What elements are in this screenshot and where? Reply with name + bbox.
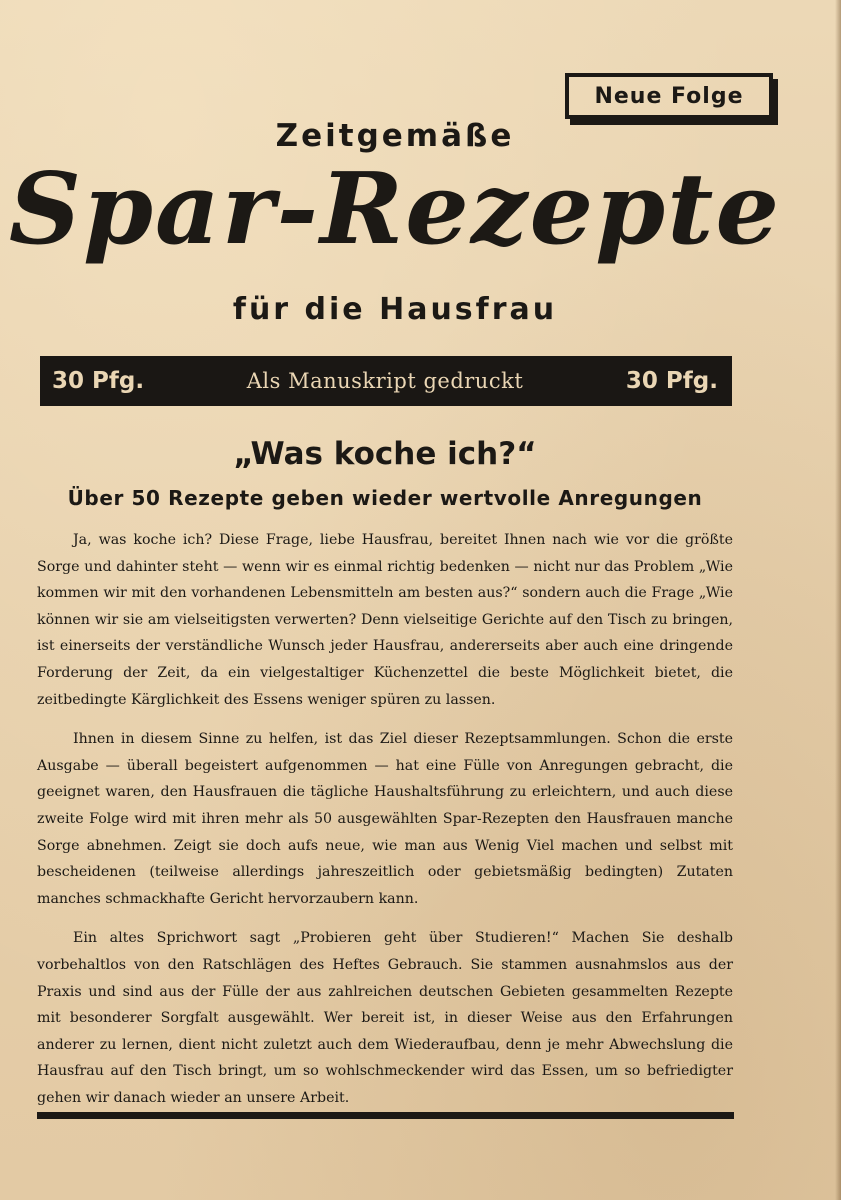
- article-subhead: Über 50 Rezepte geben wieder wertvolle Anregungen: [67, 486, 703, 510]
- price-right: 30 Pfg.: [625, 368, 718, 394]
- bottom-rule: [37, 1112, 734, 1119]
- print-note: Als Manuskript gedruckt: [246, 369, 524, 393]
- article-body: [37, 527, 733, 1124]
- price-left: 30 Pfg.: [52, 368, 145, 394]
- paragraph: Ihnen in diesem Sinne zu helfen, ist das Ziel dieser Rezeptsammlungen. Schon die erste Ausgabe — überall begeistert aufgenommen — hat eine Fülle von Anregungen gebracht, die geeignet waren, den Hausfrauen die tägliche Haushaltsführung zu erleichtern, und auch diese zweite Folge wird mit ihren mehr als 50 ausgewählten Spar-Rezepten den Hausfrauen manche Sorge abnehmen. Zeigt sie doch aufs neue, wie man aus Wenig Viel machen und selbst mit bescheidenen (teilweise allerdings jahreszeitlich oder gebietsmäßig bedingten) Zutaten manches schmackhafte Gericht hervorzaubern kann.: [37, 731, 733, 907]
- title-kicker: Zeitgemäße: [275, 118, 515, 154]
- article-headline: „Was koche ich?“: [233, 436, 537, 472]
- price-banner: [40, 356, 732, 406]
- main-title: Spar-Rezepte: [8, 152, 782, 267]
- page-edge-shadow: [835, 0, 841, 1200]
- title-subtitle: für die Hausfrau: [232, 292, 558, 327]
- edition-badge: Neue Folge: [565, 73, 773, 119]
- paragraph: Ein altes Sprichwort sagt „Probieren geht über Studieren!“ Machen Sie deshalb vorbehaltlos von den Ratschlägen des Heftes Gebrauch. Sie stammen ausnahmslos aus der Praxis und sind aus der Fülle der aus zahlreichen deutschen Gebieten gesammelten Rezepte mit besonderer Sorgfalt ausgewählt. Wer bereit ist, in dieser Weise aus den Erfahrungen anderer zu lernen, dient nicht zuletzt auch dem Wiederaufbau, denn je mehr Abwechslung die Hausfrau auf den Tisch bringt, um so wohlschmeckender wird das Essen, um so befriedigter gehen wir danach wieder an unsere Arbeit.: [37, 930, 733, 1106]
- paragraph: Ja, was koche ich? Diese Frage, liebe Hausfrau, bereitet Ihnen nach wie vor die größte Sorge und dahinter steht — wenn wir es einmal richtig bedenken — nicht nur das Problem „Wie kommen wir mit den vorhandenen Lebensmitteln am besten aus?“ sondern auch die Frage „Wie können wir sie am vielseitigsten verwerten? Denn vielseitige Gerichte auf den Tisch zu bringen, ist einerseits der verständliche Wunsch jeder Hausfrau, andererseits aber auch eine dringende Forderung der Zeit, da ein vielgestaltiger Küchenzettel die beste Möglichkeit bietet, die zeitbedingte Kärglichkeit des Essens weniger spüren zu lassen.: [37, 532, 733, 708]
